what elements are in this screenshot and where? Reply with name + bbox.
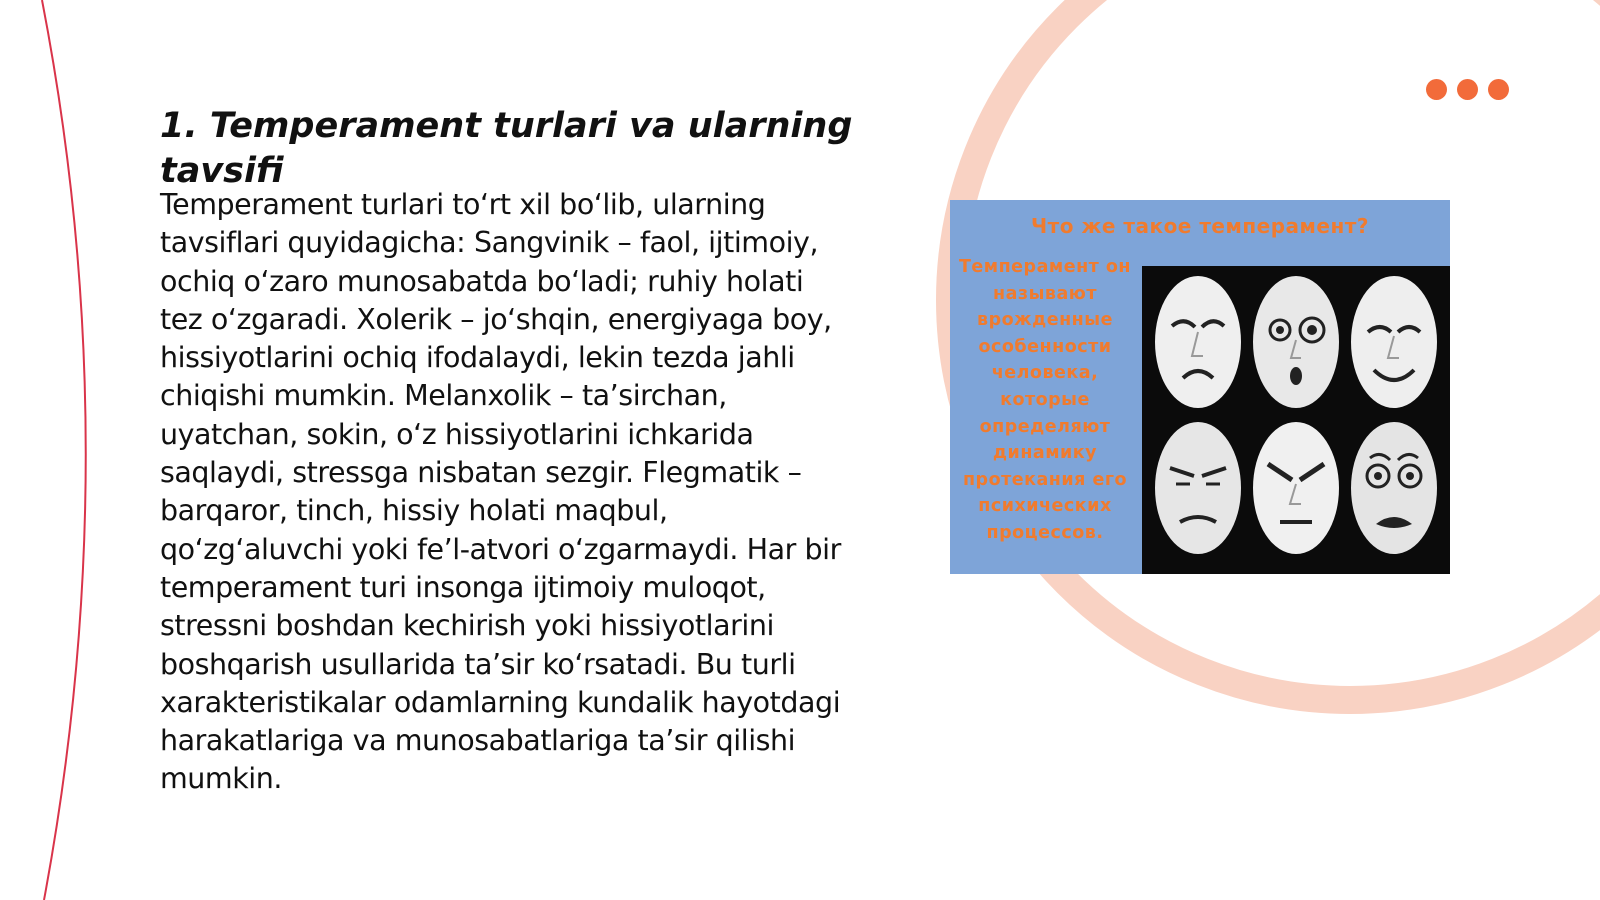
dots-menu-icon (1426, 79, 1509, 100)
dot-indicator (1426, 79, 1447, 100)
mask-sad-icon (1155, 276, 1241, 408)
slide-title: 1. Temperament turlari va ularning tavsifi (160, 106, 853, 191)
mask-frightened-icon (1351, 422, 1437, 554)
mask-disgusted-icon (1155, 422, 1241, 554)
mask-happy-icon (1351, 276, 1437, 408)
slide-body-text: Temperament turlari to‘rt xil bo‘lib, ularning tavsiflari quyidagicha: Sangvinik – faol, ijtimoiy, ochiq o‘zaro munosabatda bo‘ladi; ruhiy holati tez o‘zgaradi. Xolerik – jo‘shqin, energiyaga boy, hissiyotlarini ochiq ifodalaydi, lekin tezda jahli chiqishi mumkin. Melanxolik – ta’sirchan, uyatchan, sokin, o‘z hissiyotlarini ichkarida saqlaydi, stressga nisbatan sezgir. Flegmatik – barqaror, tinch, hissiy holati maqbul, qo‘zg‘aluvchi yoki fe’l-atvori o‘zgarmaydi. Har bir temperament turi insonga ijtimoiy muloqot, stressni boshdan kechirish yoki hissiyotlarini boshqarish usullarida ta’sir ko‘rsatadi. Bu turli xarakteristikalar odamlarning kundalik hayotdagi harakatlariga va munosabatlariga ta’sir qilishi mumkin. (160, 188, 841, 796)
temperament-masks-image (950, 200, 1450, 574)
mask-angry-icon (1253, 422, 1339, 554)
mask-surprised-icon (1253, 276, 1339, 408)
decorative-red-line (42, 0, 86, 900)
dot-indicator (1488, 79, 1509, 100)
image-heading: Что же такое темперамент? (1031, 214, 1369, 238)
image-caption: Темперамент он называют врожденные особенности человека, которые определяют динамику протекания его психических процессов. (958, 257, 1132, 543)
masks-photo (1142, 266, 1450, 574)
dot-indicator (1457, 79, 1478, 100)
